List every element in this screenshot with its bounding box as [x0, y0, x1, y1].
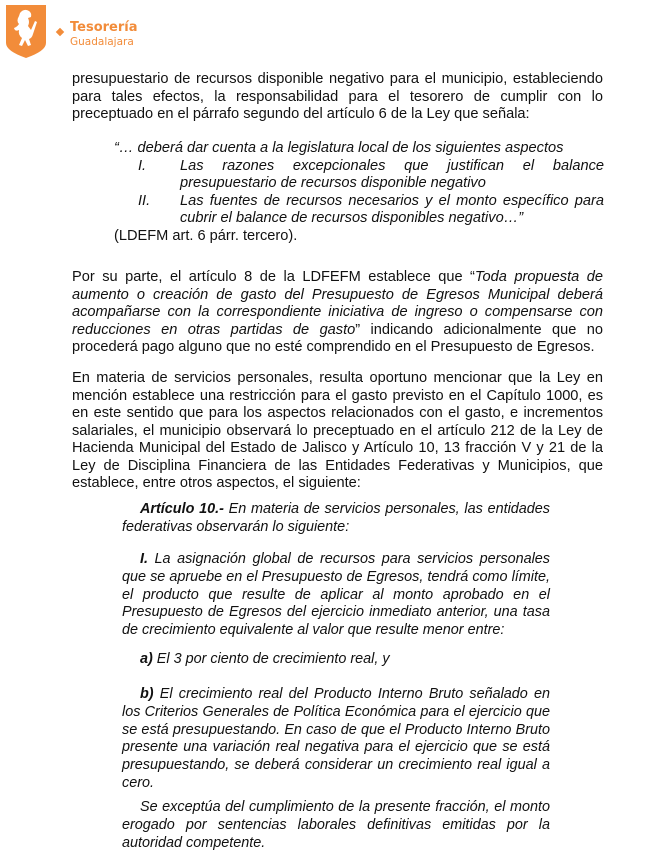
quote-item-text: Las fuentes de recursos necesarios y el monto específico para cubrir el balance de recursos disponibles negativo…” [180, 192, 604, 226]
article-10-heading [122, 501, 550, 537]
paragraph-servicios-personales: En materia de servicios personales, resulta oportuno mencionar que la Ley en mención establece una restricción para el gasto previsto en el Capítulo 1000, es en este sentido que para los aspectos relacionados con el gasto, e incrementos salariales, el municipio observará lo preceptuado en el artículo 212 de la Ley de Hacienda Municipal del Estado de Jalisco y Artículo 10, 13 fracción V y 21 de la Ley de Disciplina Financiera de las Entidades Federativas y Municipios, que establece, entre otros aspectos, el siguiente: [72, 370, 603, 491]
page-header [0, 0, 660, 65]
item-b-text: El crecimiento real del Producto Interno Bruto señalado en los Criterios Generales de Política Económica para el ejercicio que se está presupuestando. En caso de que el Producto Interno Bruto presente una variación real negativa para el ejercicio que se está presupuestando, se deberá considerar un crecimiento real igual a cero. [122, 686, 550, 791]
item-b-label: b) [140, 686, 154, 702]
quote-item-text: Las razones excepcionales que justifican el balance presupuestario de recursos disponible negativo [180, 157, 604, 191]
item-a-label: a) [140, 651, 153, 667]
paragraph-article-8 [72, 269, 603, 357]
brand-divider-diamond [56, 28, 64, 36]
quote-item [114, 193, 604, 228]
lion-shield-icon [4, 3, 48, 59]
paragraph-intro: presupuestario de recursos disponible negativo para el municipio, estableciendo para tales efectos, la responsabilidad para el tesorero de cumplir con lo preceptuado en el párrafo segundo del artículo 6 de la Ley que señala: [72, 71, 603, 122]
quote-item-number: II. [138, 192, 151, 209]
article-10-item-a [122, 651, 550, 669]
article-heading-label: Artículo 10.- [140, 501, 224, 517]
fraction-label: I. [140, 551, 148, 567]
quote-intro: “… deberá dar cuenta a la legislatura local de los siguientes aspectos [114, 140, 564, 156]
fraction-text: La asignación global de recursos para servicios personales que se apruebe en el Presupuesto de Egresos, tendrá como límite, el producto que resulte de aplicar al monto aprobado en el Presupuesto de Egresos del ejercicio inmediato anterior, una tasa de crecimiento equivalente al valor que resulte menor entre: [122, 551, 550, 639]
quote-item-number: I. [138, 157, 147, 174]
quote-item [114, 158, 604, 193]
para2-lead: Por su parte, el artículo 8 de la LDFEFM establece que “ [72, 269, 475, 285]
law-quote-block [114, 140, 604, 245]
para2-quote: Toda propuesta de aumento o creación de gasto del Presupuesto de Egresos Municipal deberá acompañarse con la correspondiente iniciativa de ingreso o compensarse con reducciones en otras partidas de gasto [72, 269, 603, 338]
article-10-exception [122, 799, 550, 852]
article-heading-text: En materia de servicios personales, las entidades federativas observarán lo siguiente: [122, 501, 550, 535]
brand-subtitle: Guadalajara [70, 36, 134, 48]
quote-citation: (LDEFM art. 6 párr. tercero). [114, 227, 298, 244]
exception-text: Se exceptúa del cumplimiento de la presente fracción, el monto erogado por sentencias laborales definitivas emitidas por la autoridad competente. [122, 799, 550, 851]
article-10-fraction-I [122, 551, 550, 640]
brand-title: Tesorería [70, 20, 138, 35]
item-a-text: El 3 por ciento de crecimiento real, y [152, 651, 390, 667]
para2-tail: ” indicando adicionalmente que no procederá pago alguno que no esté comprendido en el Presupuesto de Egresos. [72, 321, 603, 355]
article-10-item-b [122, 686, 550, 793]
